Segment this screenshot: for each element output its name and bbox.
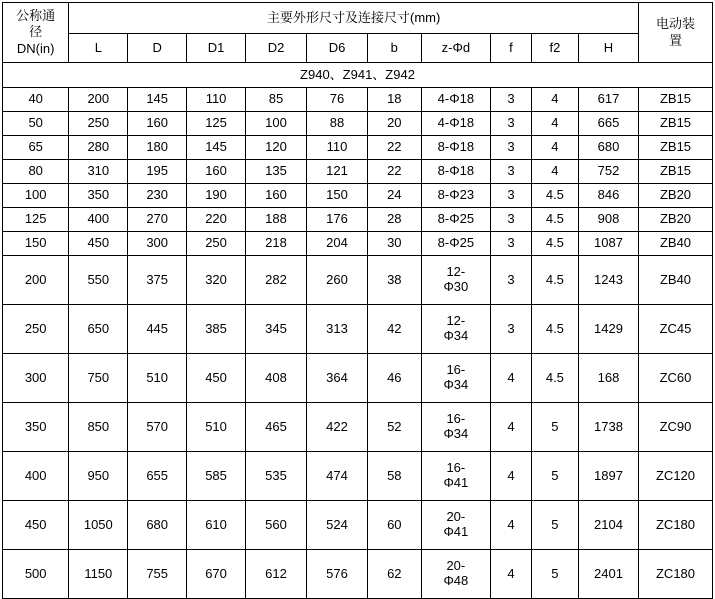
cell-H: 665 xyxy=(578,112,638,136)
cell-f: 4 xyxy=(491,403,532,452)
cell-H: 846 xyxy=(578,184,638,208)
header-col-f2: f2 xyxy=(531,34,578,63)
cell-actuator: ZB15 xyxy=(639,112,713,136)
cell-b: 52 xyxy=(368,403,422,452)
table-row xyxy=(3,403,713,452)
cell-zd-line1: 12- xyxy=(446,313,466,329)
cell-f2: 5 xyxy=(531,550,578,599)
header-col-H: H xyxy=(578,34,638,63)
cell-zd-line1: 16- xyxy=(446,411,466,427)
cell-L: 280 xyxy=(69,136,128,160)
cell-D2: 282 xyxy=(246,256,307,305)
header-col-b: b xyxy=(368,34,422,63)
cell-f: 3 xyxy=(491,112,532,136)
cell-D6: 150 xyxy=(307,184,368,208)
cell-f2: 4.5 xyxy=(531,354,578,403)
cell-D6: 204 xyxy=(307,232,368,256)
cell-dn: 80 xyxy=(3,160,69,184)
cell-b: 62 xyxy=(368,550,422,599)
cell-zd: 8-Φ18 xyxy=(421,160,491,184)
cell-dn: 100 xyxy=(3,184,69,208)
cell-actuator: ZC180 xyxy=(639,501,713,550)
cell-D2: 100 xyxy=(246,112,307,136)
cell-D2: 612 xyxy=(246,550,307,599)
table-row xyxy=(3,550,713,599)
cell-D: 160 xyxy=(128,112,187,136)
cell-zd-line1: 20- xyxy=(446,509,466,525)
cell-D6: 364 xyxy=(307,354,368,403)
valve-dimensions-table xyxy=(2,2,713,599)
cell-zd xyxy=(421,256,491,305)
cell-actuator: ZB15 xyxy=(639,136,713,160)
table-row xyxy=(3,160,713,184)
cell-D6: 110 xyxy=(307,136,368,160)
series-title-row xyxy=(3,63,713,88)
cell-D: 145 xyxy=(128,88,187,112)
cell-zd-line2: Φ30 xyxy=(443,279,469,294)
cell-H: 617 xyxy=(578,88,638,112)
header-col-f: f xyxy=(491,34,532,63)
cell-actuator: ZC180 xyxy=(639,550,713,599)
table-row xyxy=(3,232,713,256)
cell-D: 655 xyxy=(128,452,187,501)
cell-zd-line1: 12- xyxy=(446,264,466,280)
cell-zd-line2: Φ48 xyxy=(443,573,469,588)
header-dn-line1: 公称通 xyxy=(16,8,56,24)
cell-D: 510 xyxy=(128,354,187,403)
cell-D1: 190 xyxy=(187,184,246,208)
cell-f: 3 xyxy=(491,88,532,112)
cell-b: 38 xyxy=(368,256,422,305)
cell-dn: 150 xyxy=(3,232,69,256)
cell-dn: 400 xyxy=(3,452,69,501)
table-row xyxy=(3,112,713,136)
table-row xyxy=(3,136,713,160)
cell-D6: 260 xyxy=(307,256,368,305)
cell-D: 195 xyxy=(128,160,187,184)
cell-f: 3 xyxy=(491,256,532,305)
header-row-groups xyxy=(3,3,713,34)
cell-f2: 4.5 xyxy=(531,208,578,232)
cell-dn: 125 xyxy=(3,208,69,232)
cell-D1: 670 xyxy=(187,550,246,599)
cell-f: 4 xyxy=(491,354,532,403)
header-dn-line2: 径 xyxy=(29,24,43,40)
cell-zd: 8-Φ23 xyxy=(421,184,491,208)
cell-L: 650 xyxy=(69,305,128,354)
cell-zd xyxy=(421,305,491,354)
cell-b: 18 xyxy=(368,88,422,112)
cell-D: 375 xyxy=(128,256,187,305)
cell-L: 950 xyxy=(69,452,128,501)
header-actuator-line2: 置 xyxy=(668,32,682,48)
cell-f: 3 xyxy=(491,184,532,208)
cell-zd: 4-Φ18 xyxy=(421,88,491,112)
cell-D: 230 xyxy=(128,184,187,208)
cell-D2: 218 xyxy=(246,232,307,256)
cell-zd-line2: Φ41 xyxy=(443,475,469,490)
cell-f2: 4.5 xyxy=(531,232,578,256)
cell-H: 908 xyxy=(578,208,638,232)
cell-H: 168 xyxy=(578,354,638,403)
cell-b: 20 xyxy=(368,112,422,136)
cell-f: 3 xyxy=(491,208,532,232)
series-title: Z940、Z941、Z942 xyxy=(3,63,713,88)
cell-actuator: ZC120 xyxy=(639,452,713,501)
cell-H: 680 xyxy=(578,136,638,160)
cell-D2: 345 xyxy=(246,305,307,354)
cell-f: 3 xyxy=(491,305,532,354)
table-row xyxy=(3,501,713,550)
cell-f: 3 xyxy=(491,136,532,160)
cell-f2: 5 xyxy=(531,403,578,452)
cell-zd xyxy=(421,354,491,403)
header-main-dimensions-group: 主要外形尺寸及连接尺寸(mm) xyxy=(69,3,639,34)
cell-f2: 4 xyxy=(531,136,578,160)
cell-D2: 120 xyxy=(246,136,307,160)
cell-D1: 320 xyxy=(187,256,246,305)
cell-D2: 535 xyxy=(246,452,307,501)
cell-L: 200 xyxy=(69,88,128,112)
cell-b: 28 xyxy=(368,208,422,232)
header-nominal-diameter xyxy=(3,3,69,63)
header-dn-line3: DN(in) xyxy=(16,40,55,56)
cell-L: 310 xyxy=(69,160,128,184)
cell-D1: 250 xyxy=(187,232,246,256)
cell-D6: 76 xyxy=(307,88,368,112)
cell-dn: 300 xyxy=(3,354,69,403)
cell-D1: 385 xyxy=(187,305,246,354)
cell-D2: 465 xyxy=(246,403,307,452)
cell-b: 58 xyxy=(368,452,422,501)
header-col-D: D xyxy=(128,34,187,63)
header-actuator-line1: 电动装 xyxy=(655,16,695,32)
cell-D1: 450 xyxy=(187,354,246,403)
cell-dn: 450 xyxy=(3,501,69,550)
cell-D2: 135 xyxy=(246,160,307,184)
cell-actuator: ZB40 xyxy=(639,232,713,256)
cell-L: 550 xyxy=(69,256,128,305)
cell-zd-line2: Φ34 xyxy=(443,377,469,392)
cell-H: 1897 xyxy=(578,452,638,501)
cell-zd xyxy=(421,452,491,501)
cell-f2: 4.5 xyxy=(531,256,578,305)
cell-D: 300 xyxy=(128,232,187,256)
cell-D1: 145 xyxy=(187,136,246,160)
header-col-L: L xyxy=(69,34,128,63)
cell-zd-line2: Φ34 xyxy=(443,426,469,441)
cell-L: 1150 xyxy=(69,550,128,599)
cell-zd-line2: Φ34 xyxy=(443,328,469,343)
cell-f2: 5 xyxy=(531,501,578,550)
cell-D1: 160 xyxy=(187,160,246,184)
cell-H: 2401 xyxy=(578,550,638,599)
cell-H: 1738 xyxy=(578,403,638,452)
table-row xyxy=(3,88,713,112)
cell-D: 180 xyxy=(128,136,187,160)
cell-b: 22 xyxy=(368,160,422,184)
cell-f: 3 xyxy=(491,160,532,184)
cell-D2: 560 xyxy=(246,501,307,550)
cell-f: 3 xyxy=(491,232,532,256)
cell-L: 750 xyxy=(69,354,128,403)
cell-L: 350 xyxy=(69,184,128,208)
cell-H: 752 xyxy=(578,160,638,184)
cell-H: 1087 xyxy=(578,232,638,256)
cell-D2: 188 xyxy=(246,208,307,232)
cell-L: 250 xyxy=(69,112,128,136)
cell-D1: 125 xyxy=(187,112,246,136)
cell-b: 30 xyxy=(368,232,422,256)
cell-actuator: ZC90 xyxy=(639,403,713,452)
cell-f2: 4.5 xyxy=(531,305,578,354)
table-header xyxy=(3,3,713,63)
cell-D1: 510 xyxy=(187,403,246,452)
cell-f2: 4 xyxy=(531,160,578,184)
cell-f: 4 xyxy=(491,501,532,550)
header-row-columns xyxy=(3,34,713,63)
cell-zd-line1: 16- xyxy=(446,362,466,378)
cell-D2: 408 xyxy=(246,354,307,403)
cell-f2: 4 xyxy=(531,88,578,112)
cell-D6: 524 xyxy=(307,501,368,550)
table-row xyxy=(3,208,713,232)
cell-zd-line2: Φ41 xyxy=(443,524,469,539)
cell-actuator: ZC60 xyxy=(639,354,713,403)
cell-actuator: ZB15 xyxy=(639,88,713,112)
cell-dn: 200 xyxy=(3,256,69,305)
header-col-D1: D1 xyxy=(187,34,246,63)
cell-H: 1429 xyxy=(578,305,638,354)
cell-zd: 8-Φ18 xyxy=(421,136,491,160)
cell-f: 4 xyxy=(491,550,532,599)
cell-D6: 121 xyxy=(307,160,368,184)
table-body xyxy=(3,63,713,599)
cell-D6: 576 xyxy=(307,550,368,599)
cell-L: 850 xyxy=(69,403,128,452)
cell-dn: 40 xyxy=(3,88,69,112)
cell-dn: 50 xyxy=(3,112,69,136)
table-row xyxy=(3,256,713,305)
cell-actuator: ZB20 xyxy=(639,184,713,208)
cell-L: 450 xyxy=(69,232,128,256)
cell-D1: 220 xyxy=(187,208,246,232)
cell-L: 1050 xyxy=(69,501,128,550)
table-row xyxy=(3,184,713,208)
cell-f: 4 xyxy=(491,452,532,501)
cell-zd: 4-Φ18 xyxy=(421,112,491,136)
header-col-D6: D6 xyxy=(307,34,368,63)
header-col-D2: D2 xyxy=(246,34,307,63)
cell-D1: 110 xyxy=(187,88,246,112)
header-col-zd: z-Φd xyxy=(421,34,491,63)
table-row xyxy=(3,305,713,354)
cell-actuator: ZB20 xyxy=(639,208,713,232)
cell-D6: 313 xyxy=(307,305,368,354)
cell-D6: 422 xyxy=(307,403,368,452)
cell-zd xyxy=(421,501,491,550)
cell-D: 445 xyxy=(128,305,187,354)
cell-D: 680 xyxy=(128,501,187,550)
cell-b: 42 xyxy=(368,305,422,354)
cell-D6: 88 xyxy=(307,112,368,136)
cell-zd-line1: 20- xyxy=(446,558,466,574)
cell-zd: 8-Φ25 xyxy=(421,232,491,256)
cell-b: 46 xyxy=(368,354,422,403)
spec-table-sheet xyxy=(0,2,715,592)
cell-D6: 474 xyxy=(307,452,368,501)
cell-b: 24 xyxy=(368,184,422,208)
cell-D: 270 xyxy=(128,208,187,232)
table-row xyxy=(3,452,713,501)
cell-zd xyxy=(421,403,491,452)
cell-actuator: ZB15 xyxy=(639,160,713,184)
cell-D1: 585 xyxy=(187,452,246,501)
cell-dn: 500 xyxy=(3,550,69,599)
cell-D: 570 xyxy=(128,403,187,452)
cell-dn: 250 xyxy=(3,305,69,354)
cell-D2: 85 xyxy=(246,88,307,112)
cell-f2: 5 xyxy=(531,452,578,501)
cell-f2: 4 xyxy=(531,112,578,136)
cell-actuator: ZB40 xyxy=(639,256,713,305)
cell-D1: 610 xyxy=(187,501,246,550)
cell-D2: 160 xyxy=(246,184,307,208)
cell-D: 755 xyxy=(128,550,187,599)
cell-zd xyxy=(421,550,491,599)
header-actuator xyxy=(639,3,713,63)
table-row xyxy=(3,354,713,403)
cell-actuator: ZC45 xyxy=(639,305,713,354)
cell-zd: 8-Φ25 xyxy=(421,208,491,232)
cell-H: 2104 xyxy=(578,501,638,550)
cell-dn: 65 xyxy=(3,136,69,160)
cell-zd-line1: 16- xyxy=(446,460,466,476)
cell-b: 22 xyxy=(368,136,422,160)
cell-H: 1243 xyxy=(578,256,638,305)
cell-L: 400 xyxy=(69,208,128,232)
cell-b: 60 xyxy=(368,501,422,550)
cell-D6: 176 xyxy=(307,208,368,232)
cell-f2: 4.5 xyxy=(531,184,578,208)
cell-dn: 350 xyxy=(3,403,69,452)
